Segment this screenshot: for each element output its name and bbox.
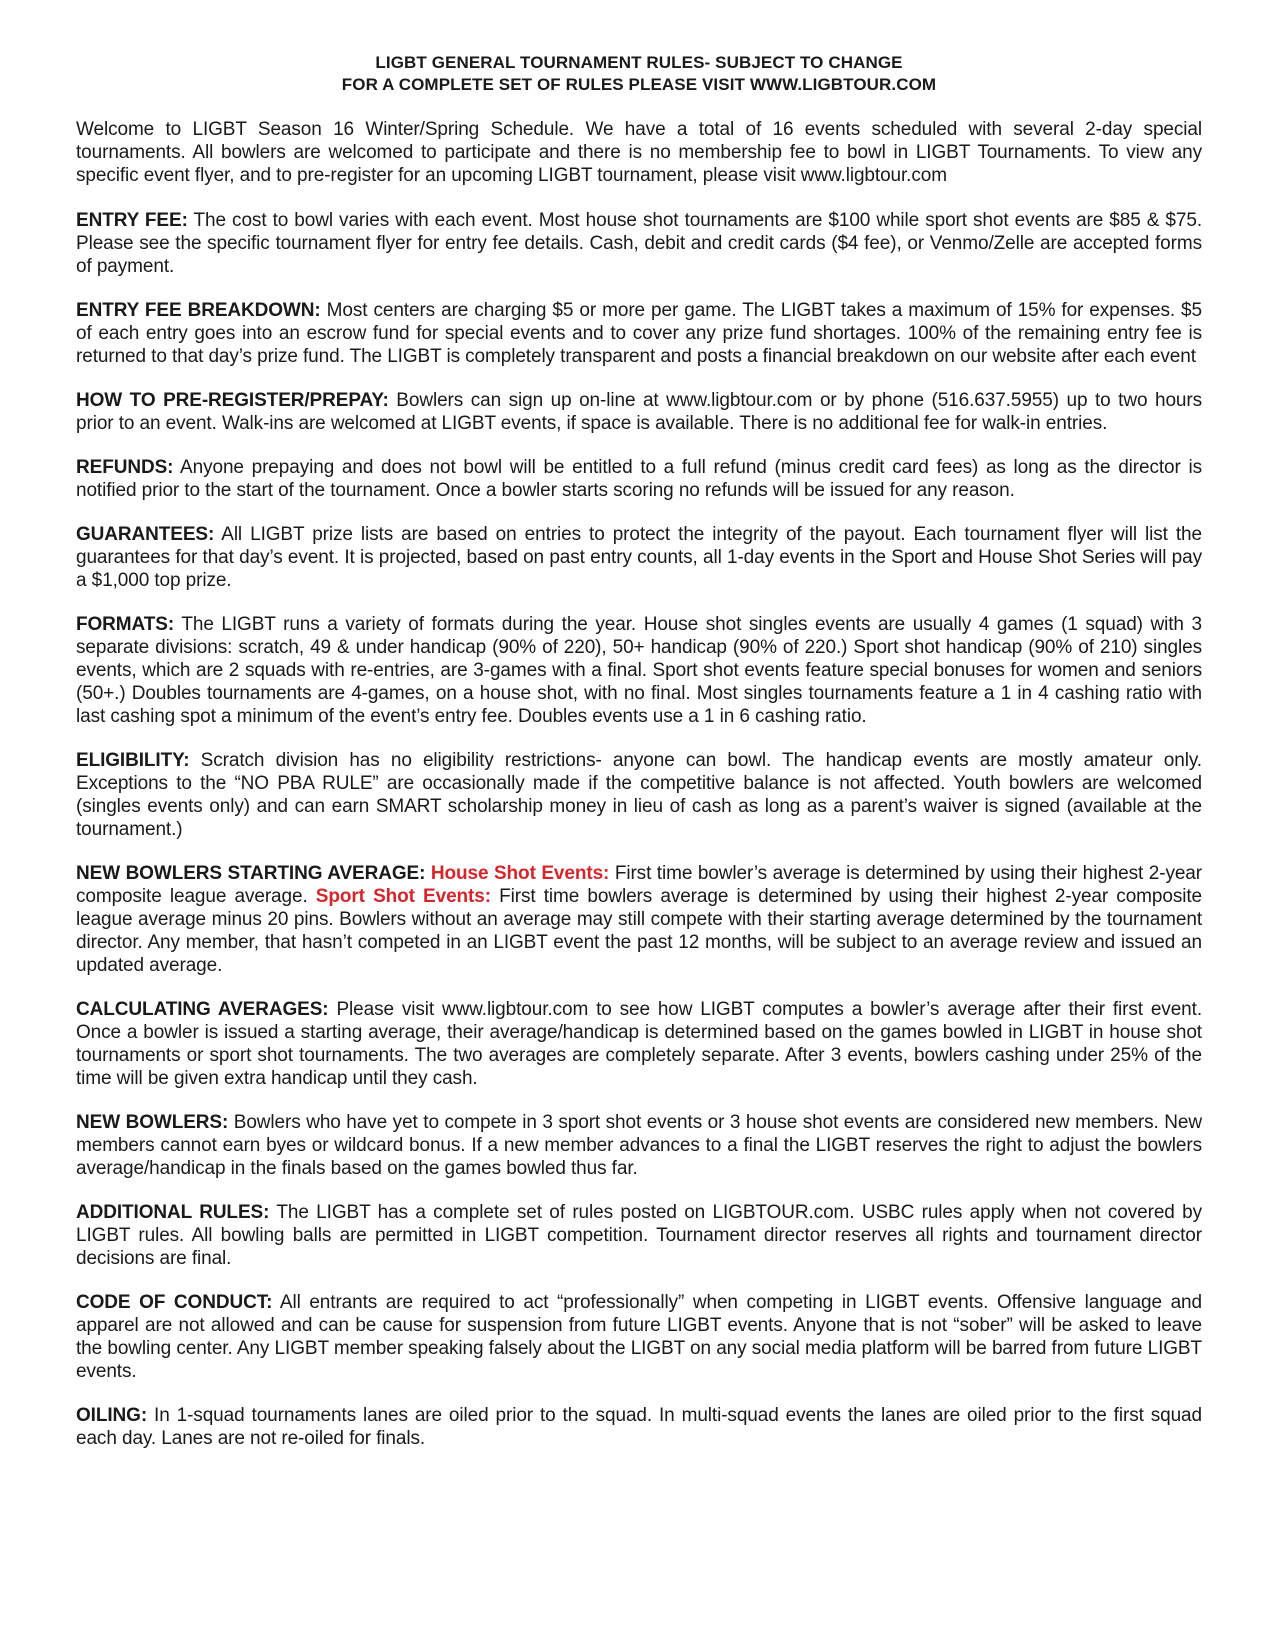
document-header	[76, 52, 1202, 96]
section-text: In 1-squad tournaments lanes are oiled prior to the squad. In multi-squad events the lanes are oiled prior to the first squad each day. Lanes are not re-oiled for finals.	[76, 1405, 1202, 1449]
section-label: OILING:	[76, 1405, 148, 1426]
section-code-of-conduct	[76, 1291, 1202, 1383]
rules-document	[76, 52, 1202, 1471]
section-starting-average	[76, 862, 1202, 977]
section-label: NEW BOWLERS STARTING AVERAGE:	[76, 863, 426, 884]
section-text: Bowlers can sign up on-line at www.ligbtour.com or by phone (516.637.5955) up to two hours prior to an event. Walk-ins are welcomed at LIGBT events, if space is available. There is no additional fee for walk-in entries.	[76, 390, 1203, 434]
section-label: REFUNDS:	[76, 457, 174, 478]
header-title: LIGBT GENERAL TOURNAMENT RULES- SUBJECT TO CHANGE	[375, 53, 903, 72]
section-text: Scratch division has no eligibility restrictions- anyone can bowl. The handicap events are mostly amateur only. Exceptions to the “NO PBA RULE” are occasionally made if the competitive balance is not affected. Youth bowlers are welcomed (singles events only) and can earn SMART scholarship money in lieu of cash as long as a parent’s waiver is signed (available at the tournament.)	[76, 750, 1202, 840]
header-subtitle: FOR A COMPLETE SET OF RULES PLEASE VISIT WWW.LIGBTOUR.COM	[341, 75, 937, 94]
section-text: All entrants are required to act “professionally” when competing in LIGBT events. Offensive language and apparel are not allowed and can be cause for suspension from future LIGBT events. Anyone that is not “sober” will be asked to leave the bowling center. Any LIGBT member speaking falsely about the LIGBT on any social media platform will be barred from future LIGBT events.	[76, 1292, 1202, 1382]
section-text: The LIGBT runs a variety of formats during the year. House shot singles events are usually 4 games (1 squad) with 3 separate divisions: scratch, 49 & under handicap (90% of 220), 50+ handicap (90% of 220.) Sport shot handicap (90% of 210) singles events, which are 2 squads with re-entries, are 3-games with a final. Sport shot events feature special bonuses for women and seniors (50+.) Doubles tournaments are 4-games, on a house shot, with no final. Most singles tournaments feature a 1 in 4 cashing ratio with last cashing spot a minimum of the event’s entry fee. Doubles events use a 1 in 6 cashing ratio.	[76, 614, 1202, 727]
section-text: All LIGBT prize lists are based on entries to protect the integrity of the payout. Each tournament flyer will list the guarantees for that day’s event. It is projected, based on past entry counts, all 1-day events in the Sport and House Shot Series will pay a $1,000 top prize.	[76, 524, 1202, 591]
section-calculating-averages	[76, 998, 1202, 1090]
section-label: ADDITIONAL RULES:	[76, 1202, 270, 1223]
section-label: CODE OF CONDUCT:	[76, 1292, 273, 1313]
sport-shot-label: Sport Shot Events:	[315, 886, 491, 907]
section-label: NEW BOWLERS:	[76, 1112, 229, 1133]
section-label: ENTRY FEE:	[76, 210, 188, 231]
section-refunds	[76, 456, 1202, 502]
intro-paragraph: Welcome to LIGBT Season 16 Winter/Spring Schedule. We have a total of 16 events scheduled with several 2-day special tournaments. All bowlers are welcomed to participate and there is no membership fee to bowl in LIGBT Tournaments. To view any specific event flyer, and to pre-register for an upcoming LIGBT tournament, please visit www.ligbtour.com	[76, 119, 1202, 186]
section-label: HOW TO PRE-REGISTER/PREPAY:	[76, 390, 389, 411]
section-text: Anyone prepaying and does not bowl will be entitled to a full refund (minus credit card fees) as long as the director is notified prior to the start of the tournament. Once a bowler starts scoring no refunds will be issued for any reason.	[76, 457, 1202, 501]
section-pre-register	[76, 389, 1202, 435]
section-text: The cost to bowl varies with each event. Most house shot tournaments are $100 while sport shot events are $85 & $75. Please see the specific tournament flyer for entry fee details. Cash, debit and credit cards ($4 fee), or Venmo/Zelle are accepted forms of payment.	[76, 210, 1203, 277]
section-text: Please visit www.ligbtour.com to see how LIGBT computes a bowler’s average after their first event. Once a bowler is issued a starting average, their average/handicap is determined based on the games bowled in LIGBT in house shot tournaments or sport shot tournaments. The two averages are completely separate. After 3 events, bowlers cashing under 25% of the time will be given extra handicap until they cash.	[76, 999, 1202, 1089]
section-oiling	[76, 1404, 1202, 1450]
section-formats	[76, 613, 1202, 728]
sport-shot-text: First time bowlers average is determined by using their highest 2-year composite league average minus 20 pins. Bowlers without an average may still compete with their starting average determined by the tournament director. Any member, that hasn’t competed in an LIGBT event the past 12 months, will be subject to an average review and issued an updated average.	[76, 886, 1202, 976]
section-entry-fee	[76, 209, 1202, 278]
section-text: The LIGBT has a complete set of rules posted on LIGBTOUR.com. USBC rules apply when not covered by LIGBT rules. All bowling balls are permitted in LIGBT competition. Tournament director reserves all rights and tournament director decisions are final.	[76, 1202, 1203, 1269]
section-label: CALCULATING AVERAGES:	[76, 999, 329, 1020]
house-shot-text: First time bowler’s average is determined by using their highest 2-year composite league average.	[76, 863, 1203, 907]
section-additional-rules	[76, 1201, 1202, 1270]
section-label: GUARANTEES:	[76, 524, 215, 545]
section-label: ELIGIBILITY:	[76, 750, 190, 771]
section-label: ENTRY FEE BREAKDOWN:	[76, 300, 321, 321]
house-shot-label: House Shot Events:	[430, 863, 610, 884]
section-entry-fee-breakdown	[76, 299, 1202, 368]
section-text: Bowlers who have yet to compete in 3 sport shot events or 3 house shot events are considered new members. New members cannot earn byes or wildcard bonus. If a new member advances to a final the LIGBT reserves the right to adjust the bowlers average/handicap in the finals based on the games bowled thus far.	[76, 1112, 1202, 1179]
section-text: Most centers are charging $5 or more per game. The LIGBT takes a maximum of 15% for expenses. $5 of each entry goes into an escrow fund for special events and to cover any prize fund shortages. 100% of the remaining entry fee is returned to that day’s prize fund. The LIGBT is completely transparent and posts a financial breakdown on our website after each event	[76, 300, 1202, 367]
section-guarantees	[76, 523, 1202, 592]
section-new-bowlers	[76, 1111, 1202, 1180]
section-eligibility	[76, 749, 1202, 841]
section-label: FORMATS:	[76, 614, 175, 635]
